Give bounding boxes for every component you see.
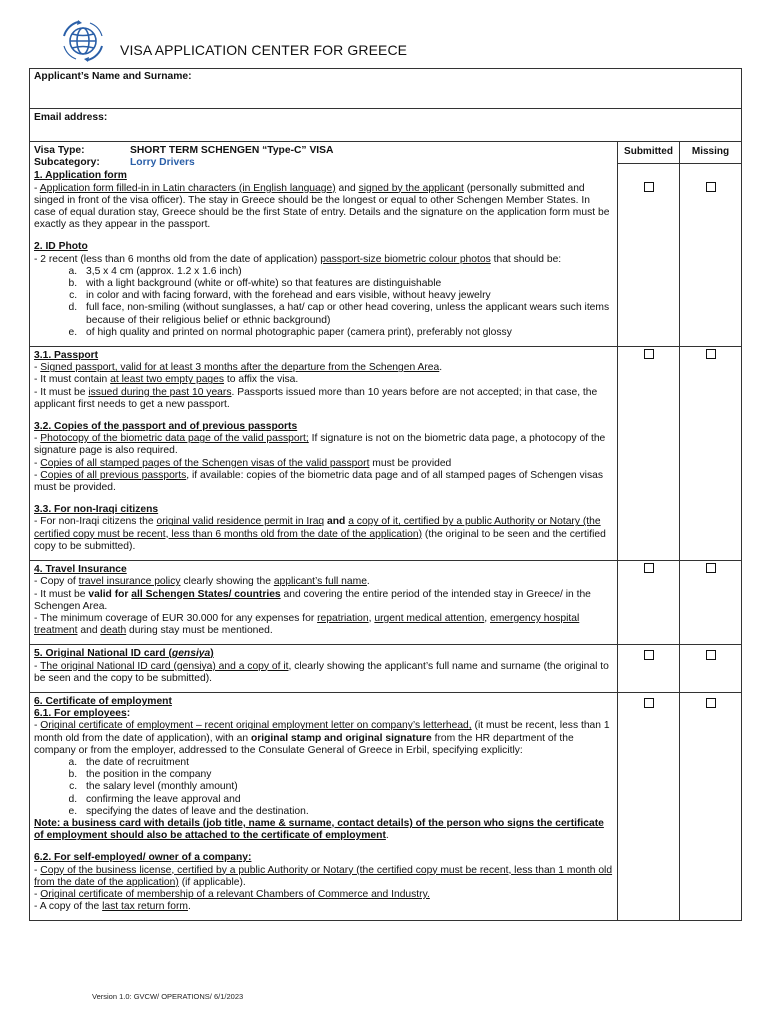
table-row (30, 347, 742, 561)
table-row (30, 142, 742, 347)
list-item: e. specifying the dates of leave and the destination. (80, 806, 613, 818)
section-text: - Copies of all stamped pages of the Schengen visas of the valid passport must be provided (34, 457, 452, 469)
section-text: - It must contain at least two empty pages to affix the visa. (34, 374, 299, 386)
employment-note: Note: a business card with details (job title, name & surname, contact details) of the person who signs the certificate of employment should also be attached to the certificate of employment. (34, 817, 604, 842)
section-text: - Signed passport, valid for at least 3 months after the departure from the Schengen Area. (34, 362, 443, 374)
section-self-employed (34, 851, 613, 918)
globe-logo-icon (58, 16, 108, 66)
subcategory-value: Lorry Drivers (130, 157, 195, 169)
table-row (30, 692, 742, 920)
section-text: - Copy of travel insurance policy clearly showing the applicant’s full name. (34, 576, 370, 588)
section-non-iraqi (34, 503, 613, 558)
section-text: - The minimum coverage of EUR 30.000 for any expenses for repatriation, urgent medical attention, emergency hospital treatment and death during stay must be mentioned. (34, 612, 580, 637)
section-text: - 2 recent (less than 6 months old from the date of application) passport-size biometric colour photos that should be: (34, 253, 562, 265)
missing-checkbox[interactable] (706, 563, 716, 573)
subsection-title: 6.2. For self-employed/ owner of a company: (34, 852, 252, 864)
email-label: Email address: (34, 112, 108, 123)
missing-checkbox[interactable] (706, 650, 716, 660)
list-item: d. confirming the leave approval and (80, 794, 613, 806)
visa-type-line (34, 145, 613, 157)
missing-checkbox[interactable] (706, 182, 716, 192)
submitted-checkbox[interactable] (644, 349, 654, 359)
page-title: VISA APPLICATION CENTER FOR GREECE (120, 42, 408, 58)
section-title: 3.1. Passport (34, 350, 99, 362)
section-text: - It must be valid for all Schengen States/ countries and covering the entire period of the intended stay in Greece/ in the Schengen Area. (34, 588, 591, 612)
list-item: a. the date of recruitment (80, 757, 613, 769)
section-text: - The original National ID card (gensiya) and a copy of it, clearly showing the applicant’s full name and surname (the original to be seen and the copy to be submitted). (34, 660, 609, 684)
section-title: 6. Certificate of employment (34, 695, 172, 707)
section-passport-copies (34, 420, 613, 499)
section-text: - Photocopy of the biometric data page of the valid passport; If signature is not on the biometric data page, a photocopy of the signature page is also required. (34, 433, 606, 457)
table-row (30, 645, 742, 693)
section-application-form (34, 169, 613, 236)
section-text: - It must be issued during the past 10 years. Passports issued more than 10 years before are not accepted; in that case, the applicant first needs to get a new passport. (34, 386, 598, 410)
list-item: c. the salary level (monthly amount) (80, 781, 613, 793)
visa-type-value: SHORT TERM SCHENGEN “Type-C” VISA (130, 145, 334, 156)
list-item: e. of high quality and printed on normal photographic paper (camera print), preferably not glossy (80, 327, 613, 339)
submitted-checkbox[interactable] (644, 698, 654, 708)
missing-checkbox[interactable] (706, 698, 716, 708)
requirements-table (29, 68, 742, 921)
list-item: a. 3,5 x 4 cm (approx. 1.2 x 1.6 inch) (80, 266, 613, 278)
list-item: b. with a light background (white or off-white) so that features are distinguishable (80, 278, 613, 290)
missing-header: Missing (680, 142, 741, 164)
section-text: - Copy of the business license, certified by a public Authority or Notary (the certified copy must be recent, less than 1 month old from the date of the application) (if applicable). (34, 864, 613, 888)
section-text: - Copies of all previous passports, if available: copies of the biometric data page and of all stamped pages of Schengen visas must be provided. (34, 469, 603, 494)
section-title: 4. Travel Insurance (34, 564, 127, 576)
list-item: b. the position in the company (80, 769, 613, 781)
section-text: - For non-Iraqi citizens the original valid residence permit in Iraq and a copy of it, certified by a public Authority or Notary (the certified copy must be recent, less than 6 months old from the date of the application) (the original to be seen and the certified copy to be submitted). (34, 516, 606, 552)
list-item: d. full face, non-smiling (without sunglasses, a hat/ cap or other head covering, unless the applicant wears such items because of their religious belief or ethnic background) (80, 302, 613, 326)
subcategory-label: Subcategory: (34, 157, 100, 169)
applicant-name-row (30, 69, 742, 109)
section-employment (34, 695, 613, 847)
table-row (30, 561, 742, 645)
section-text: - Application form filled-in in Latin characters (in English language) and signed by the applicant (personally submitted and singed in front of the visa officer). The stay in Greece should be the longest or equal to other Schengen Member States. In case of equal duration stay, Greece should be the first State of entry. Details and the signature on the application form must be exactly as they appear in the passport. (34, 182, 610, 231)
applicant-name-label: Applicant’s Name and Surname: (34, 71, 192, 82)
email-row (30, 109, 742, 142)
missing-checkbox[interactable] (706, 349, 716, 359)
section-passport (34, 349, 613, 416)
subcategory-line (34, 157, 613, 169)
photo-requirements-list (34, 266, 613, 339)
section-text: - A copy of the last tax return form. (34, 901, 191, 913)
section-travel-insurance (34, 563, 613, 642)
section-title: 2. ID Photo (34, 241, 88, 253)
list-item: c. in color and with facing forward, with the forehead and ears visible, without heavy jewelry (80, 290, 613, 302)
submitted-checkbox[interactable] (644, 563, 654, 573)
section-title: 3.2. Copies of the passport and of previous passports (34, 421, 298, 433)
section-title: 1. Application form (34, 170, 127, 182)
section-text: - Original certificate of membership of a relevant Chambers of Commerce and Industry. (34, 888, 430, 900)
submitted-checkbox[interactable] (644, 650, 654, 660)
section-id-photo (34, 240, 613, 344)
submitted-checkbox[interactable] (644, 182, 654, 192)
footer-version: Version 1.0: GVCW/ OPERATIONS/ 6/1/2023 (92, 992, 244, 1001)
section-title: 5. Original National ID card (gensiya) (34, 648, 214, 660)
submitted-header: Submitted (618, 142, 679, 164)
section-national-id (34, 647, 613, 690)
employment-details-list (34, 757, 613, 818)
section-text: - Original certificate of employment – recent original employment letter on company’s letterhead, (it must be recent, less than 1 month old from the date of application), with an original stamp and original signature from the HR department of the company or from the employer, addressed to the Consulate General of Greece in Erbil, specifying explicitly: (34, 720, 610, 756)
visa-type-label: Visa Type: (34, 145, 85, 156)
subsection-title: 6.1. For employees: (34, 708, 131, 720)
section-title: 3.3. For non-Iraqi citizens (34, 504, 159, 516)
